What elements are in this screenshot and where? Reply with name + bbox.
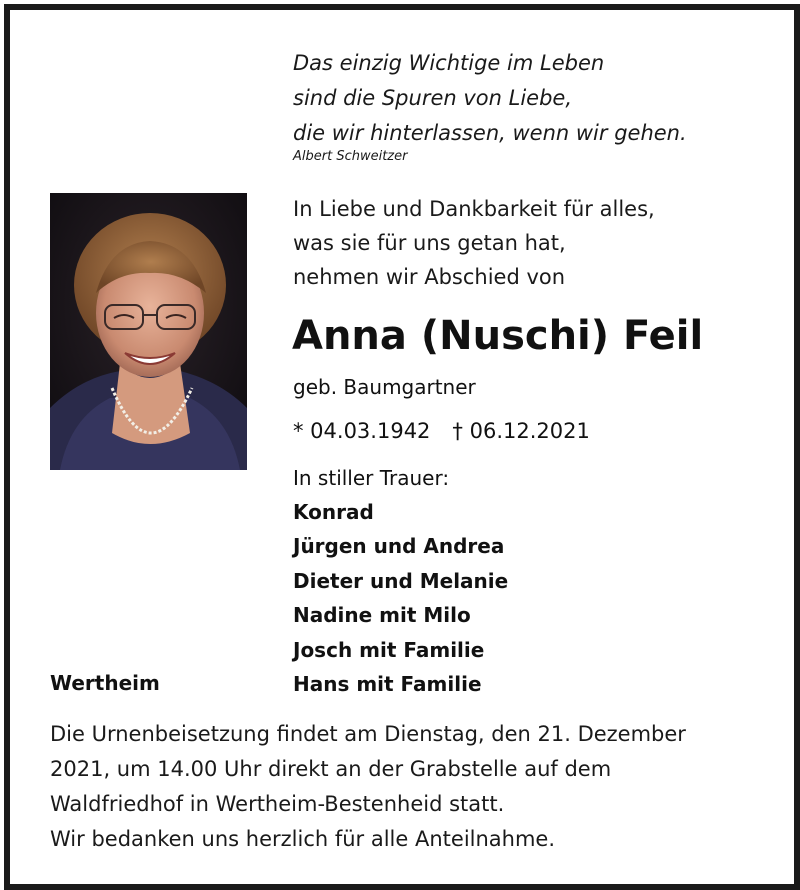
quote-line: Das einzig Wichtige im Leben [293,51,605,75]
quote-line: sind die Spuren von Liebe, [293,86,572,110]
life-dates [293,416,590,446]
notice-line: 2021, um 14.00 Uhr direkt an der Grabstelle auf dem [50,757,612,781]
intro-line: nehmen wir Abschied von [293,265,566,289]
mourner-name: Hans mit Familie [293,672,482,697]
mourner-name: Dieter und Melanie [293,568,509,593]
mourner-name: Konrad [293,500,374,524]
quote-block [293,46,687,165]
intro-line: was sie für uns getan hat, [293,231,566,255]
notice-line: Wir bedanken uns herzlich für alle Anteilnahme. [50,827,556,851]
portrait-photo [50,193,247,470]
mourner-name: Jürgen und Andrea [293,534,505,559]
intro-text [293,192,655,294]
mourner-name: Nadine mit Milo [293,603,471,628]
birth-date: * 04.03.1942 [293,419,431,443]
portrait-image [50,193,247,470]
quote-author: Albert Schweitzer [293,149,408,164]
mourner-name: Josch mit Familie [293,637,485,662]
mourners-list [293,495,508,701]
deceased-name: Anna (Nuschi) Feil [292,313,704,359]
location: Wertheim [50,671,160,695]
death-date: † 06.12.2021 [452,419,590,443]
quote-line: die wir hinterlassen, wenn wir gehen. [293,121,687,145]
intro-line: In Liebe und Dankbarkeit für alles, [293,197,655,221]
funeral-notice [50,717,686,857]
obituary-frame [4,4,800,890]
birth-name: geb. Baumgartner [293,375,476,399]
mourning-heading: In stiller Trauer: [293,466,450,490]
notice-line: Waldfriedhof in Wertheim-Bestenheid statt. [50,792,505,816]
notice-line: Die Urnenbeisetzung findet am Dienstag, den 21. Dezember [50,722,686,746]
